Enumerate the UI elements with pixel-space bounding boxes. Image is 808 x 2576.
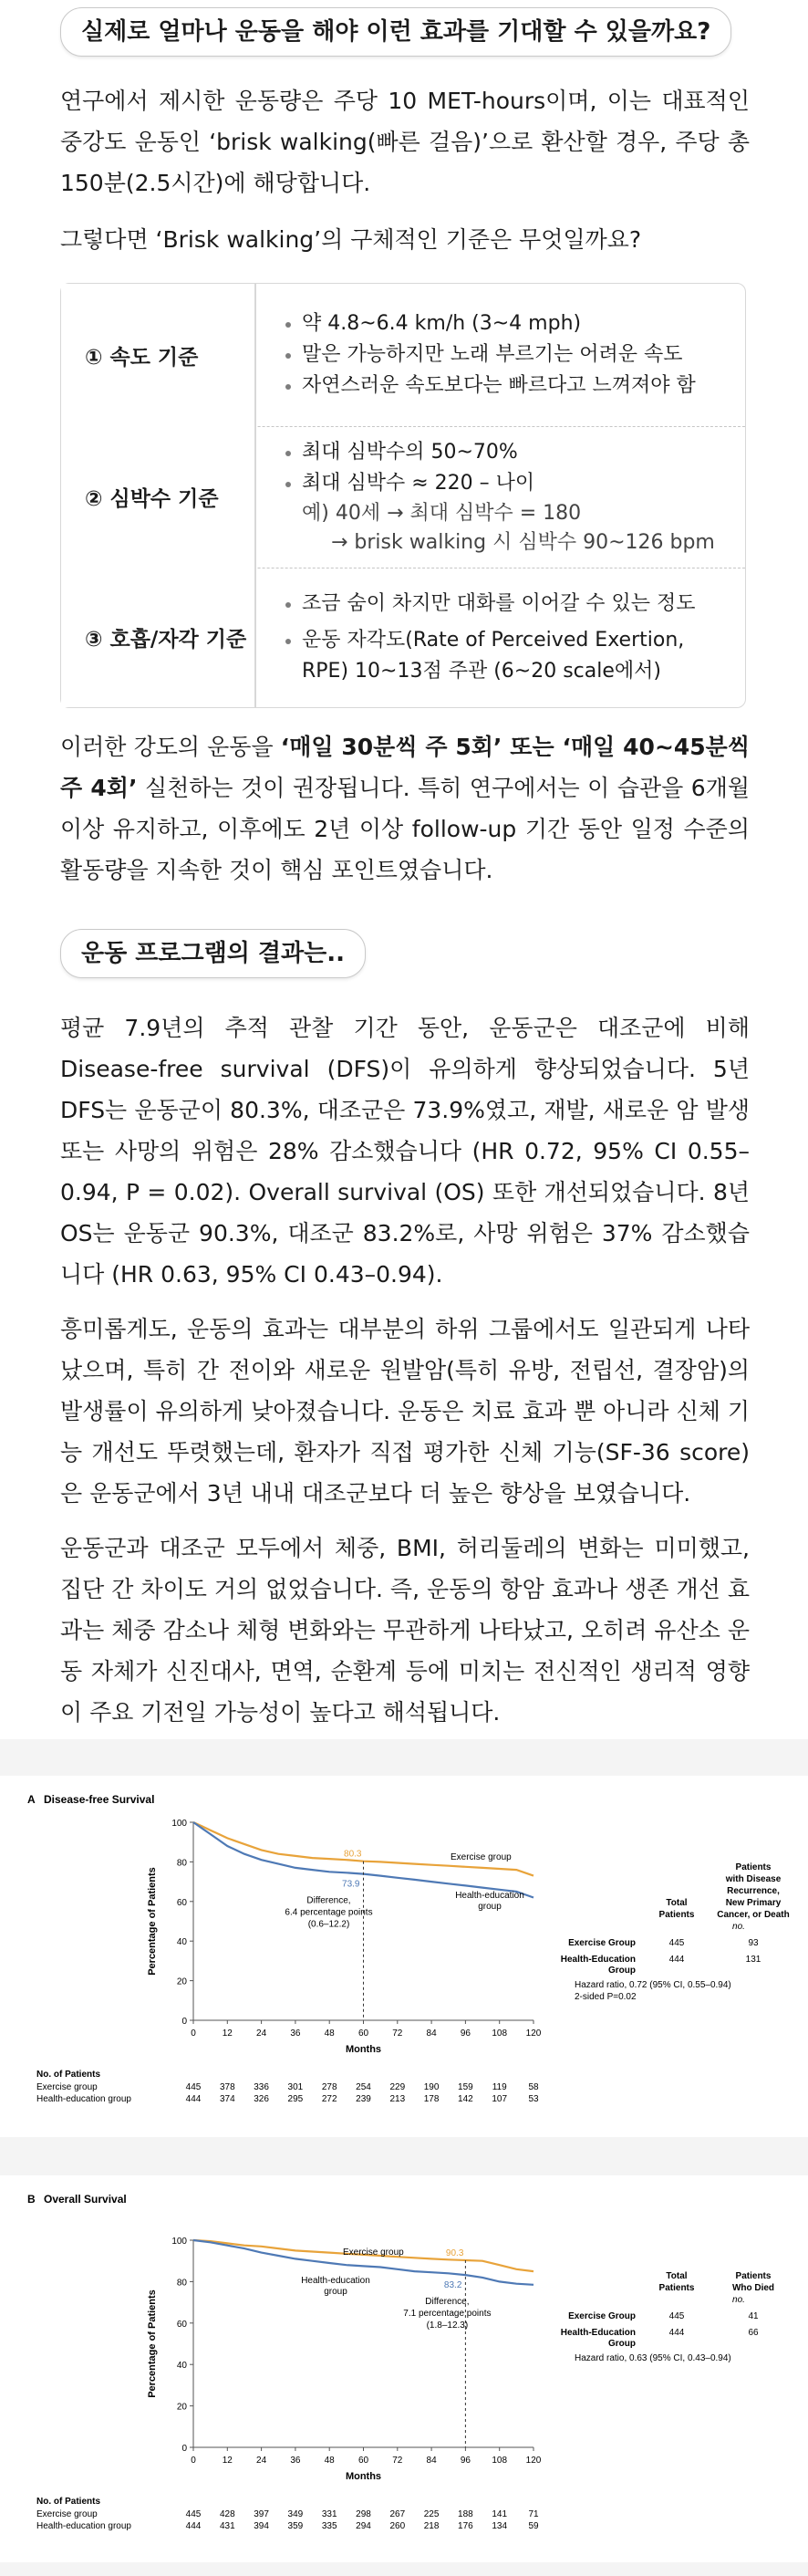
at-risk-value: 349 — [287, 2509, 304, 2519]
at-risk-value: 272 — [321, 2094, 337, 2104]
x-tick-label: 60 — [357, 2028, 369, 2039]
at-risk-value: 444 — [185, 2521, 202, 2531]
criteria-item: 약 4.8~6.4 km/h (3~4 mph) — [284, 308, 727, 339]
side-table-header: Recurrence, — [727, 1886, 780, 1896]
at-risk-title: No. of Patients — [36, 2070, 101, 2080]
paragraph-subgroups: 흥미롭게도, 운동의 효과는 대부분의 하위 그룹에서도 일관되게 나타났으며, 특히 간 전이와 새로운 원발암(특히 유방, 전립선, 결장암)의 발생률이 유의하게 낮아졌습니다. 운동은 치료 효과 뿐 아니라 신체 기능 개선도 뚜렷했는데, 환자가 직접 평가한 신체 기능(SF-36 score)은 운동군에서 3년 내내 대조군보다 더 높은 향상을 보였습니다. — [60, 1316, 750, 1507]
x-tick-label: 24 — [256, 2456, 267, 2466]
at-risk-value: 188 — [458, 2509, 473, 2519]
at-risk-value: 260 — [389, 2521, 406, 2531]
side-table-total: 445 — [668, 2311, 685, 2321]
paragraph-exercise-amount: 연구에서 제시한 운동량은 주당 10 MET-hours이며, 이는 대표적인 중강도 운동인 ‘brisk walking(빠른 걸음)’으로 환산할 경우, 주당 총 150분(2.5시간)에 해당합니다. — [60, 88, 750, 196]
criteria-item: 운동 자각도(Rate of Perceived Exertion, RPE) 10~13점 주관 (6~20 scale에서) — [284, 625, 727, 687]
side-table-header: Total — [666, 2271, 688, 2281]
at-risk-value: 278 — [321, 2082, 337, 2092]
at-risk-value: 359 — [287, 2521, 304, 2531]
x-tick-label: 108 — [492, 2456, 508, 2466]
y-tick-label: 20 — [176, 1976, 187, 1987]
at-risk-value: 295 — [287, 2094, 304, 2104]
side-table-header: Patients — [658, 2283, 695, 2293]
side-table-row-label: Health-Education — [560, 1955, 636, 1965]
side-table-header: New Primary — [725, 1898, 782, 1908]
at-risk-value: 294 — [356, 2521, 371, 2531]
health-series-label: Health-education — [455, 1891, 524, 1901]
at-risk-value: 444 — [185, 2094, 202, 2104]
at-risk-value: 59 — [528, 2521, 539, 2531]
exercise-series-label: Exercise group — [451, 1852, 512, 1862]
at-risk-value: 58 — [528, 2082, 539, 2092]
criteria-example: 예) 40세 → 최대 심박수 = 180 — [302, 501, 582, 525]
y-tick-label: 80 — [176, 1858, 187, 1869]
at-risk-value: 335 — [321, 2521, 337, 2531]
criteria-item: 자연스러운 속도보다는 빠르다고 느껴져야 함 — [284, 370, 727, 402]
criteria-row-speed — [61, 284, 745, 426]
at-risk-value: 445 — [185, 2082, 202, 2092]
side-table-row-label: Group — [608, 2339, 636, 2349]
side-table-header: Patients — [658, 1910, 695, 1920]
at-risk-value: 301 — [287, 2082, 304, 2092]
x-tick-label: 84 — [426, 2456, 437, 2466]
y-tick-label: 100 — [171, 2237, 187, 2247]
side-table-row-label: Exercise Group — [568, 1938, 636, 1948]
at-risk-value: 218 — [423, 2521, 440, 2531]
x-tick-label: 0 — [191, 2456, 196, 2466]
at-risk-value: 445 — [185, 2509, 202, 2519]
x-tick-label: 84 — [426, 2028, 437, 2039]
at-risk-value: 142 — [458, 2094, 473, 2104]
at-risk-value: 107 — [492, 2094, 508, 2104]
difference-label: Difference, — [306, 1895, 351, 1906]
difference-label: 7.1 percentage points — [403, 2309, 492, 2320]
health-value-label: 73.9 — [342, 1879, 360, 1890]
brisk-walking-criteria-table — [60, 283, 746, 708]
at-risk-value: 378 — [219, 2082, 235, 2092]
difference-label: (0.6–12.2) — [307, 1919, 350, 1930]
x-axis-label: Months — [345, 2044, 382, 2055]
health-series-label: Health-education — [301, 2276, 370, 2286]
panel-letter: A — [27, 1793, 36, 1806]
at-risk-row-label: Exercise group — [36, 2509, 98, 2519]
paragraph-recommendation: 이러한 강도의 운동을 ‘매일 30분씩 주 5회’ 또는 ‘매일 40~45분씩 주 4회’ 실천하는 것이 권장됩니다. 특히 연구에서는 이 습관을 6개월 이상 유지하고, 이후에도 2년 이상 follow-up 기간 동안 일정 수준의 활동량을 지속한 것이 핵심 포인트였습니다. — [60, 734, 750, 883]
side-table-events: 41 — [748, 2311, 759, 2321]
side-table-total: 444 — [668, 1955, 685, 1965]
side-table-row-label: Exercise Group — [568, 2311, 636, 2321]
difference-label: 6.4 percentage points — [285, 1907, 373, 1918]
y-tick-label: 100 — [171, 1819, 187, 1829]
health-series-label: group — [478, 1902, 502, 1912]
side-table-header: Patients — [735, 2271, 772, 2281]
at-risk-value: 374 — [219, 2094, 235, 2104]
side-table-header: with Disease — [725, 1874, 782, 1884]
at-risk-value: 428 — [219, 2509, 235, 2519]
x-tick-label: 36 — [290, 2456, 301, 2466]
y-axis-label: Percentage of Patients — [147, 2289, 158, 2398]
x-tick-label: 108 — [492, 2028, 508, 2039]
exercise-series-label: Exercise group — [343, 2247, 404, 2258]
exercise-value-label: 80.3 — [344, 1849, 362, 1860]
criteria-example: → brisk walking 시 심박수 90~126 bpm — [331, 530, 715, 554]
health-value-label: 83.2 — [443, 2280, 462, 2291]
side-table-total: 444 — [668, 2328, 685, 2338]
criteria-item: 최대 심박수의 50~70% — [284, 437, 727, 468]
at-risk-value: 431 — [219, 2521, 235, 2531]
x-tick-label: 12 — [222, 2028, 233, 2039]
at-risk-value: 159 — [458, 2082, 473, 2092]
criteria-label: ② 심박수 기준 — [61, 426, 254, 568]
y-tick-label: 0 — [181, 2444, 187, 2454]
side-table-events: 66 — [748, 2328, 759, 2338]
at-risk-value: 225 — [423, 2509, 440, 2519]
y-tick-label: 60 — [176, 1897, 187, 1908]
x-tick-label: 96 — [460, 2456, 471, 2466]
y-tick-label: 60 — [176, 2319, 187, 2330]
at-risk-value: 190 — [423, 2082, 440, 2092]
criteria-label: ① 속도 기준 — [61, 284, 254, 426]
criteria-item: 최대 심박수 ≈ 220 – 나이 — [284, 468, 727, 499]
at-risk-value: 176 — [458, 2521, 473, 2531]
side-table-total: 445 — [668, 1938, 685, 1948]
y-tick-label: 40 — [176, 2361, 187, 2372]
question-heading-1: 실제로 얼마나 운동을 해야 이런 효과를 기대할 수 있을까요? — [60, 7, 731, 57]
at-risk-value: 229 — [389, 2082, 406, 2092]
at-risk-value: 397 — [254, 2509, 269, 2519]
at-risk-value: 331 — [321, 2509, 337, 2519]
side-table-events: 93 — [748, 1938, 759, 1948]
side-table-events: 131 — [745, 1955, 761, 1965]
paragraph-results: 평균 7.9년의 추적 관찰 기간 동안, 운동군은 대조군에 비해 Disease-free survival (DFS)이 유의하게 향상되었습니다. 5년 DFS는 운동군이 80.3%, 대조군은 73.9%였고, 재발, 새로운 암 발생 또는 사망의 위험은 28% 감소했습니다 (HR 0.72, 95% CI 0.55–0.94, P = 0.02). Overall survival (OS) 또한 개선되었습니다. 8년 OS는 운동군 90.3%, 대조군 83.2%로, 사망 위험은 37% 감소했습니다 (HR 0.63, 95% CI 0.43–0.94). — [60, 1015, 750, 1288]
at-risk-row-label: Exercise group — [36, 2082, 98, 2092]
y-tick-label: 40 — [176, 1937, 187, 1948]
x-tick-label: 48 — [324, 2028, 335, 2039]
side-table-header: Patients — [735, 1862, 772, 1872]
x-axis-label: Months — [345, 2471, 382, 2482]
side-table-unit: no. — [732, 1922, 745, 1932]
at-risk-value: 213 — [389, 2094, 406, 2104]
x-tick-label: 60 — [357, 2456, 369, 2466]
chart-title: Disease-free Survival — [44, 1793, 155, 1806]
criteria-row-breathing — [61, 568, 745, 707]
x-tick-label: 48 — [324, 2456, 335, 2466]
paragraph-brisk-walking-question: 그렇다면 ‘Brisk walking’의 구체적인 기준은 무엇일까요? — [60, 226, 642, 253]
os-chart — [0, 2175, 808, 2562]
side-table-row-label: Health-Education — [560, 2328, 636, 2338]
x-tick-label: 72 — [392, 2456, 403, 2466]
difference-label: Difference, — [425, 2297, 470, 2308]
y-tick-label: 80 — [176, 2278, 187, 2289]
side-table-note: 2-sided P=0.02 — [575, 1992, 637, 2002]
at-risk-value: 336 — [254, 2082, 269, 2092]
criteria-item: 조금 숨이 차지만 대화를 이어갈 수 있는 정도 — [284, 589, 727, 620]
recommendation-emphasis: ‘매일 30분씩 주 5회’ 또는 ‘매일 40~45분씩 주 4회’ — [60, 734, 750, 801]
at-risk-value: 254 — [356, 2082, 371, 2092]
x-tick-label: 12 — [222, 2456, 233, 2466]
chart-title: Overall Survival — [44, 2193, 127, 2206]
x-tick-label: 72 — [392, 2028, 403, 2039]
at-risk-value: 394 — [254, 2521, 269, 2531]
side-table-header: Cancer, or Death — [717, 1910, 790, 1920]
criteria-row-heart-rate — [61, 426, 745, 568]
x-tick-label: 0 — [191, 2028, 196, 2039]
criteria-label: ③ 호흡/자각 기준 — [61, 568, 254, 707]
side-table-unit: no. — [732, 2295, 745, 2305]
paragraph-mechanism: 운동군과 대조군 모두에서 체중, BMI, 허리둘레의 변화는 미미했고, 집단 간 차이도 거의 없었습니다. 즉, 운동의 항암 효과나 생존 개선 효과는 체중 감소나 체형 변화와는 무관하게 나타났고, 오히려 유산소 운동 자체가 신진대사, 면역, 순환계 등에 미치는 전신적인 생리적 영향이 주요 기전일 가능성이 높다고 해석됩니다. — [60, 1535, 750, 1726]
dfs-chart — [0, 1776, 808, 2137]
at-risk-value: 178 — [423, 2094, 440, 2104]
x-tick-label: 120 — [525, 2456, 542, 2466]
side-table-row-label: Group — [608, 1966, 636, 1976]
side-table-note: Hazard ratio, 0.72 (95% CI, 0.55–0.94) — [575, 1980, 731, 1990]
at-risk-value: 71 — [528, 2509, 539, 2519]
at-risk-value: 326 — [254, 2094, 269, 2104]
at-risk-row-label: Health-education group — [36, 2521, 131, 2531]
x-tick-label: 24 — [256, 2028, 267, 2039]
criteria-item: 말은 가능하지만 노래 부르기는 어려운 속도 — [284, 339, 727, 370]
side-table-header: Total — [666, 1898, 688, 1908]
x-tick-label: 96 — [460, 2028, 471, 2039]
at-risk-value: 53 — [528, 2094, 539, 2104]
question-heading-2: 운동 프로그램의 결과는.. — [60, 929, 366, 978]
figure-panel-a — [0, 1776, 808, 2137]
x-tick-label: 36 — [290, 2028, 301, 2039]
side-table-note: Hazard ratio, 0.63 (95% CI, 0.43–0.94) — [575, 2353, 731, 2363]
at-risk-title: No. of Patients — [36, 2497, 101, 2507]
y-tick-label: 0 — [181, 2017, 187, 2027]
panel-letter: B — [27, 2193, 36, 2206]
at-risk-row-label: Health-education group — [36, 2094, 131, 2104]
health-series-label: group — [324, 2287, 347, 2297]
at-risk-value: 119 — [492, 2082, 507, 2092]
figure-panel-b — [0, 2175, 808, 2562]
difference-label: (1.8–12.3) — [426, 2320, 469, 2331]
at-risk-value: 134 — [492, 2521, 508, 2531]
at-risk-value: 141 — [492, 2509, 508, 2519]
at-risk-value: 239 — [356, 2094, 371, 2104]
side-table-header: Who Died — [731, 2283, 775, 2293]
at-risk-value: 298 — [356, 2509, 371, 2519]
exercise-value-label: 90.3 — [445, 2248, 464, 2259]
at-risk-value: 267 — [389, 2509, 406, 2519]
x-tick-label: 120 — [525, 2028, 542, 2039]
y-axis-label: Percentage of Patients — [147, 1867, 158, 1976]
y-tick-label: 20 — [176, 2402, 187, 2413]
